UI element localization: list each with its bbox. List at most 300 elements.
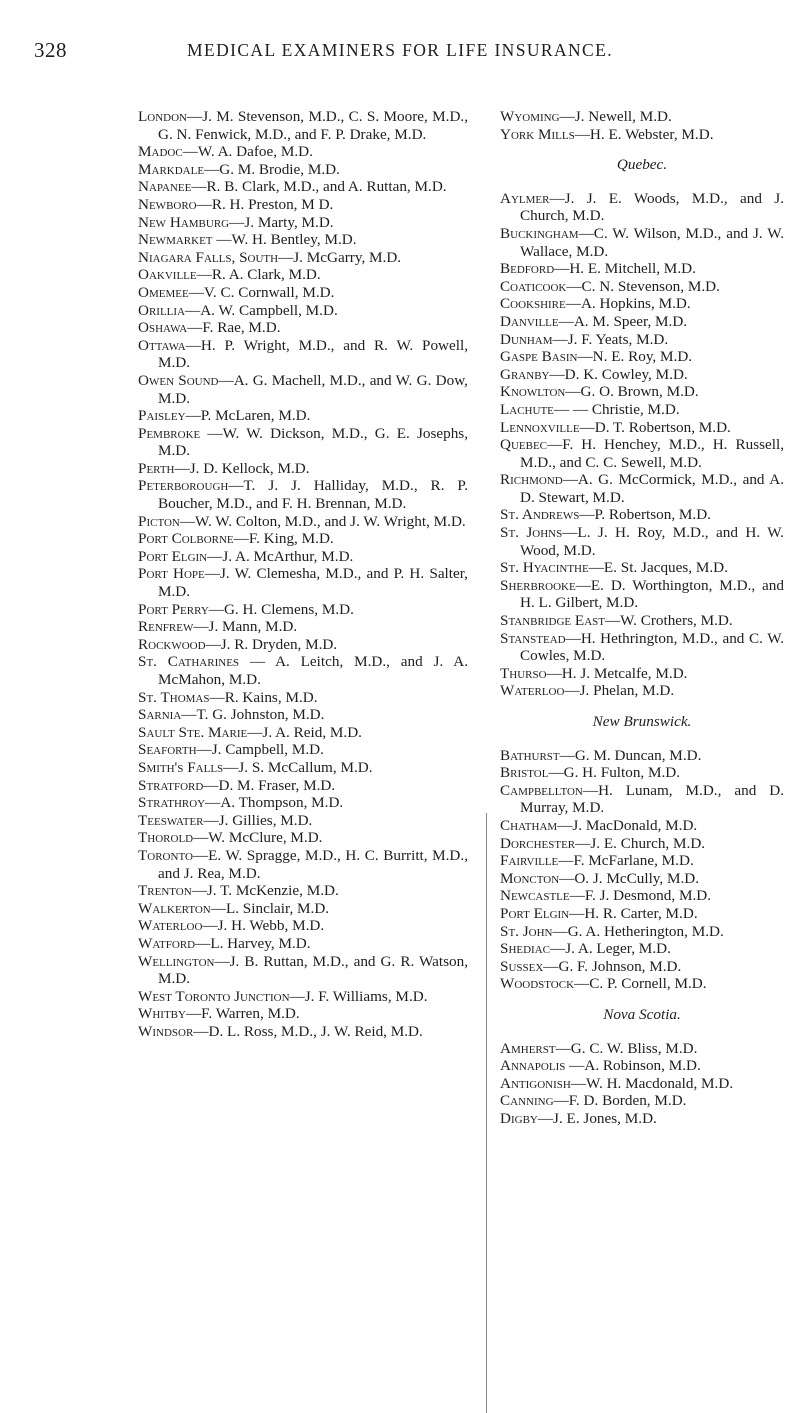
examiner-names: L. Harvey, M.D. (210, 934, 311, 952)
place-name: St. John (500, 922, 553, 940)
section-heading-new-brunswick: New Brunswick. (592, 713, 692, 730)
examiner-names: J. E. Jones, M.D. (553, 1109, 657, 1127)
place-name: Sault Ste. Marie (138, 723, 248, 741)
examiner-entry (500, 747, 784, 765)
examiner-entry (138, 337, 468, 372)
place-name: Campbellton (500, 781, 583, 799)
ontario-continued-list (500, 108, 784, 143)
place-name: Owen Sound (138, 371, 219, 389)
place-name: St. Catharines (138, 653, 240, 671)
examiner-entry (138, 917, 468, 935)
examiner-names: G. O. Brown, M.D. (580, 383, 699, 401)
examiner-entry (500, 764, 784, 782)
dash-separator: — (559, 869, 575, 887)
dash-separator: — (174, 459, 190, 477)
dash-separator: — (549, 365, 565, 383)
dash-separator: — (202, 917, 218, 935)
examiner-entry (138, 935, 468, 953)
dash-separator: — (579, 418, 595, 436)
examiner-names: J. Gillies, M.D. (218, 811, 313, 829)
dash-separator: — (212, 231, 232, 249)
examiner-entry (138, 372, 468, 407)
place-name: Teeswater (138, 811, 204, 829)
examiner-entry (138, 143, 468, 161)
examiner-names: P. Robertson, M.D. (594, 506, 711, 524)
examiner-entry (500, 887, 784, 905)
examiner-names: E. St. Jacques, M.D. (603, 559, 728, 577)
examiner-names: H. E. Mitchell, M.D. (569, 260, 696, 278)
dash-separator: — (185, 1005, 202, 1023)
examiner-names: F. Warren, M.D. (201, 1005, 300, 1023)
examiner-entry (138, 214, 468, 232)
dash-separator: — (192, 846, 209, 864)
examiner-entry (500, 524, 784, 559)
place-name: Port Colborne (138, 530, 234, 548)
examiner-entry (500, 126, 784, 144)
place-name: Danville (500, 312, 559, 330)
dash-separator: — (185, 407, 201, 425)
examiner-names: J. H. Webb, M.D. (217, 917, 325, 935)
examiner-entry (138, 847, 468, 882)
examiner-entry (500, 225, 784, 260)
place-name: Rockwood (138, 635, 206, 653)
examiner-names: C. P. Cornell, M.D. (589, 975, 707, 993)
dash-separator: — (196, 195, 212, 213)
examiner-entry (138, 460, 468, 478)
examiner-entry (500, 506, 784, 524)
examiner-entry (138, 178, 468, 196)
examiner-entry (500, 1040, 784, 1058)
examiner-entry (500, 870, 784, 888)
place-name: Lennoxville (500, 418, 580, 436)
examiner-names: W. McClure, M.D. (208, 829, 323, 847)
examiner-names: P. McLaren, M.D. (200, 407, 311, 425)
examiner-entry (500, 665, 784, 683)
dash-separator: — (569, 887, 585, 905)
place-name: Antigonish (500, 1074, 571, 1092)
examiner-names: E. D. Worthington, M.D., and H. L. Gilbert, M.D. (520, 576, 784, 612)
dash-separator: — (588, 559, 604, 577)
examiner-entry (500, 1057, 784, 1075)
examiner-entry (138, 284, 468, 302)
examiner-entry (500, 401, 784, 419)
dash-separator: — (565, 383, 581, 401)
place-name: Madoc (138, 143, 183, 161)
nova-scotia-list (500, 1040, 784, 1128)
examiner-names: H. R. Carter, M.D. (584, 904, 698, 922)
examiner-entry (500, 559, 784, 577)
examiner-names: J. S. McCallum, M.D. (238, 758, 373, 776)
examiner-entry (500, 313, 784, 331)
place-name: Watford (138, 934, 196, 952)
place-name: St. Andrews (500, 506, 580, 524)
place-name: Thurso (500, 664, 547, 682)
examiner-entry (138, 618, 468, 636)
examiner-names: J. A. Reid, M.D. (262, 723, 362, 741)
dash-separator: — (204, 160, 220, 178)
examiner-entry (138, 794, 468, 812)
examiner-entry (138, 689, 468, 707)
dash-separator: — (187, 319, 203, 337)
place-name: Coaticook (500, 277, 567, 295)
dash-separator: — (562, 524, 578, 542)
examiner-names: F. King, M.D. (248, 530, 334, 548)
examiner-names: W. A. Dafoe, M.D. (197, 143, 313, 161)
dash-separator: — (204, 565, 220, 583)
examiner-names: R. H. Preston, M D. (211, 195, 334, 213)
examiner-names: D. K. Cowley, M.D. (564, 365, 688, 383)
examiner-names: N. E. Roy, M.D. (592, 348, 693, 366)
place-name: Woodstock (500, 975, 575, 993)
examiner-entry (138, 196, 468, 214)
examiner-entry (500, 975, 784, 993)
dash-separator: — (200, 424, 223, 442)
place-name: Wyoming (500, 108, 560, 125)
place-name: Picton (138, 512, 180, 530)
examiner-names: O. J. McCully, M.D. (574, 869, 700, 887)
page-number: 328 (34, 38, 67, 62)
examiner-entry (138, 988, 468, 1006)
examiner-names: G. M. Duncan, M.D. (574, 746, 702, 764)
examiner-entry (500, 612, 784, 630)
dash-separator: — (565, 1057, 585, 1075)
examiner-names: G. M. Brodie, M.D. (219, 160, 340, 178)
examiner-entry (500, 295, 784, 313)
examiner-entry (500, 419, 784, 437)
examiner-names: W. Crothers, M.D. (620, 612, 733, 630)
examiner-entry (500, 278, 784, 296)
examiner-names: L. Sinclair, M.D. (225, 899, 330, 917)
examiner-entry (500, 923, 784, 941)
examiner-entry (500, 852, 784, 870)
examiner-entry (138, 601, 468, 619)
examiner-entry (500, 1110, 784, 1128)
place-name: Bristol (500, 764, 549, 782)
place-name: Amherst (500, 1039, 556, 1057)
examiner-entry (138, 231, 468, 249)
examiner-entry (500, 436, 784, 471)
dash-separator: — (203, 776, 219, 794)
examiner-names: J. Marty, M.D. (244, 213, 334, 231)
dash-separator: — (193, 1022, 209, 1040)
examiner-names: D. T. Robertson, M.D. (594, 418, 731, 436)
examiner-names: J. B. Ruttan, M.D., and G. R. Watson, M.D. (158, 952, 468, 988)
dash-separator: — (239, 653, 276, 671)
examiner-names: G. F. Johnson, M.D. (558, 957, 682, 975)
dash-separator: — (582, 781, 599, 799)
place-name: Lachute (500, 400, 554, 418)
examiner-names: W. H. Macdonald, M.D. (586, 1074, 734, 1092)
dash-separator: — (559, 746, 575, 764)
dash-separator: — (575, 576, 591, 594)
new-brunswick-list (500, 747, 784, 993)
examiner-entry (138, 425, 468, 460)
examiner-names: J. F. Yeats, M.D. (567, 330, 669, 348)
dash-separator: — (214, 952, 230, 970)
place-name: New Hamburg (138, 213, 230, 231)
examiner-names: C. N. Stevenson, M.D. (581, 277, 720, 295)
place-name: Sherbrooke (500, 576, 576, 594)
place-name: London (138, 108, 187, 125)
examiner-names: R. B. Clark, M.D., and A. Ruttan, M.D. (206, 178, 447, 196)
dash-separator: — (566, 277, 582, 295)
place-name: Sarnia (138, 706, 182, 724)
place-name: Port Elgin (500, 904, 570, 922)
dash-separator: — (574, 125, 590, 143)
place-name: Digby (500, 1109, 538, 1127)
place-name: Moncton (500, 869, 560, 887)
place-name: Waterloo (500, 682, 565, 700)
dash-separator: — (289, 987, 305, 1005)
examiner-names: W. W. Colton, M.D., and J. W. Wright, M.D. (195, 512, 466, 530)
quebec-list (500, 190, 784, 700)
examiner-entry (500, 817, 784, 835)
examiner-entry (138, 724, 468, 742)
examiner-names: J. Phelan, M.D. (579, 682, 675, 700)
place-name: Orillia (138, 301, 186, 319)
examiner-names: J. E. Church, M.D. (590, 834, 706, 852)
examiner-names: J. R. Dryden, M.D. (220, 635, 338, 653)
examiner-entry (500, 366, 784, 384)
examiner-entry (138, 1005, 468, 1023)
dash-separator: — (552, 922, 568, 940)
examiner-entry (138, 900, 468, 918)
place-name: Newcastle (500, 887, 570, 905)
dash-separator: — (185, 336, 201, 354)
dash-separator: — (278, 248, 294, 266)
examiner-entry (138, 565, 468, 600)
examiner-entry (500, 958, 784, 976)
examiner-entry (138, 302, 468, 320)
place-name: Port Hope (138, 565, 205, 583)
place-name: Bathurst (500, 746, 560, 764)
place-name: Wellington (138, 952, 215, 970)
place-name: West Toronto Junction (138, 987, 290, 1005)
examiner-names: W. H. Bentley, M.D. (231, 231, 357, 249)
examiner-names: A. Leitch, M.D., and J. A. McMahon, M.D. (158, 653, 468, 688)
place-name: Richmond (500, 471, 563, 489)
examiner-entry (138, 108, 468, 143)
examiner-names: F. H. Henchey, M.D., H. Russell, M.D., and C. C. Sewell, M.D. (520, 436, 784, 471)
dash-separator: — — (553, 400, 592, 418)
dash-separator: — (557, 816, 573, 834)
place-name: St. Thomas (138, 688, 210, 706)
examiner-names: G. H. Fulton, M.D. (563, 764, 681, 782)
examiner-names: D. L. Ross, M.D., J. W. Reid, M.D. (208, 1022, 423, 1040)
place-name: Thorold (138, 829, 194, 847)
place-name: Omemee (138, 283, 189, 301)
place-name: St. Hyacinthe (500, 559, 589, 577)
place-name: Dunham (500, 330, 553, 348)
dash-separator: — (191, 882, 207, 900)
examiner-names: J. Campbell, M.D. (211, 741, 324, 759)
dash-separator: — (570, 1074, 587, 1092)
column-divider (486, 813, 487, 1413)
examiner-entry (138, 161, 468, 179)
examiner-names: H. Hethrington, M.D., and C. W. Cowles, M.D. (520, 629, 784, 665)
examiner-names: J. McGarry, M.D. (293, 248, 402, 266)
dash-separator: — (543, 957, 559, 975)
examiner-entry (500, 1092, 784, 1110)
examiner-names: W. W. Dickson, M.D., G. E. Josephs, M.D. (158, 424, 468, 460)
dash-separator: — (549, 189, 565, 207)
dash-separator: — (187, 108, 203, 125)
examiner-names: J. D. Kellock, M.D. (189, 459, 310, 477)
examiner-entry (138, 1023, 468, 1041)
examiner-entry (500, 940, 784, 958)
examiner-entry (500, 630, 784, 665)
running-head: MEDICAL EXAMINERS FOR LIFE INSURANCE. (187, 40, 613, 60)
dash-separator: — (209, 688, 225, 706)
place-name: Fairville (500, 852, 559, 870)
examiner-names: J. A. McArthur, M.D. (222, 547, 354, 565)
place-name: Niagara Falls, South (138, 248, 279, 266)
examiner-names: R. A. Clark, M.D. (211, 266, 321, 284)
place-name: Port Perry (138, 600, 209, 618)
place-name: Dorchester (500, 834, 576, 852)
place-name: Sussex (500, 957, 544, 975)
place-name: Shediac (500, 940, 550, 958)
examiner-names: J. M. Stevenson, M.D., C. S. Moore, M.D., G. N. Fenwick, M.D., and F. P. Drake, M.D. (158, 108, 468, 143)
examiner-names: F. D. Borden, M.D. (568, 1092, 687, 1110)
dash-separator: — (182, 143, 198, 161)
examiner-entry (138, 653, 468, 688)
dash-separator: — (552, 330, 568, 348)
place-name: Canning (500, 1092, 554, 1110)
examiner-entry (138, 706, 468, 724)
examiner-entry (500, 383, 784, 401)
place-name: Stratford (138, 776, 204, 794)
place-name: Aylmer (500, 189, 550, 207)
dash-separator: — (575, 834, 591, 852)
dash-separator: — (193, 618, 209, 636)
place-name: Port Elgin (138, 547, 208, 565)
examiner-names: H. E. Webster, M.D. (589, 125, 714, 143)
examiner-entry (500, 782, 784, 817)
dash-separator: — (562, 471, 578, 489)
place-name: Gaspe Basin (500, 348, 578, 366)
dash-separator: — (223, 758, 239, 776)
place-name: Napanee (138, 178, 192, 196)
examiner-entry (500, 835, 784, 853)
dash-separator: — (548, 764, 564, 782)
examiner-names: A. G. Machell, M.D., and W. G. Dow, M.D. (158, 371, 468, 407)
section-heading-nova-scotia: Nova Scotia. (603, 1005, 681, 1023)
section-heading-quebec: Quebec. (616, 156, 668, 174)
examiner-entry (138, 407, 468, 425)
dash-separator: — (555, 1039, 571, 1057)
examiner-entry (500, 682, 784, 700)
examiner-names: G. C. W. Bliss, M.D. (570, 1039, 698, 1057)
dash-separator: — (565, 295, 581, 313)
dash-separator: — (579, 506, 595, 524)
place-name: Toronto (138, 846, 193, 864)
examiner-entry (138, 513, 468, 531)
examiner-names: E. W. Spragge, M.D., H. C. Burritt, M.D., and J. Rea, M.D. (158, 846, 468, 882)
examiner-entry (500, 331, 784, 349)
dash-separator: — (210, 899, 226, 917)
examiner-names: R. Kains, M.D. (224, 688, 318, 706)
examiner-entry (500, 190, 784, 225)
dash-separator: — (218, 371, 234, 389)
examiner-entry (138, 882, 468, 900)
place-name: Trenton (138, 882, 192, 900)
examiner-entry (138, 812, 468, 830)
left-column (138, 108, 468, 1040)
dash-separator: — (547, 436, 563, 454)
place-name: Stanbridge East (500, 612, 605, 630)
dash-separator: — (247, 723, 263, 741)
place-name: Annapolis (500, 1057, 566, 1075)
examiner-entry (500, 108, 784, 126)
examiner-names: A. Robinson, M.D. (584, 1057, 701, 1075)
place-name: Knowlton (500, 383, 566, 401)
dash-separator: — (207, 547, 223, 565)
examiner-names: J. Mann, M.D. (208, 618, 298, 636)
dash-separator: — (554, 260, 570, 278)
examiner-names: C. W. Wilson, M.D., and J. W. Wallace, M.D. (520, 224, 784, 260)
examiner-entry (138, 829, 468, 847)
examiner-names: D. M. Fraser, M.D. (218, 776, 336, 794)
examiner-names: J. F. Williams, M.D. (304, 987, 428, 1005)
place-name: Walkerton (138, 899, 211, 917)
place-name: Strathroy (138, 794, 206, 812)
examiner-entry (138, 759, 468, 777)
dash-separator: — (205, 794, 221, 812)
place-name: Smith's Falls (138, 758, 224, 776)
place-name: Quebec (500, 436, 548, 454)
place-name: Ottawa (138, 336, 186, 354)
place-name: Bedford (500, 260, 555, 278)
dash-separator: — (564, 682, 580, 700)
place-name: Oakville (138, 266, 197, 284)
dash-separator: — (229, 213, 245, 231)
examiner-names: A. G. McCormick, M.D., and A. D. Stewart, M.D. (520, 471, 784, 506)
dash-separator: — (193, 829, 209, 847)
examiner-names: F. McFarlane, M.D. (573, 852, 694, 870)
examiner-names: Christie, M.D. (591, 400, 680, 418)
place-name: Granby (500, 365, 550, 383)
examiner-names: G. A. Hetherington, M.D. (567, 922, 724, 940)
dash-separator: — (574, 975, 590, 993)
dash-separator: — (578, 224, 594, 242)
place-name: Stanstead (500, 629, 566, 647)
examiner-names: A. W. Campbell, M.D. (200, 301, 338, 319)
place-name: Cookshire (500, 295, 566, 313)
dash-separator: — (203, 811, 219, 829)
examiner-entry (500, 260, 784, 278)
examiner-names: A. Hopkins, M.D. (580, 295, 691, 313)
examiner-entry (138, 319, 468, 337)
dash-separator: — (196, 741, 212, 759)
examiner-names: F. Rae, M.D. (202, 319, 281, 337)
examiner-entry (500, 348, 784, 366)
examiner-entry (138, 741, 468, 759)
examiner-names: H. P. Wright, M.D., and R. W. Powell, M.D. (158, 336, 468, 372)
examiner-entry (138, 953, 468, 988)
examiner-entry (138, 530, 468, 548)
examiner-entry (138, 266, 468, 284)
dash-separator: — (577, 348, 593, 366)
examiner-names: H. J. Metcalfe, M.D. (561, 664, 688, 682)
examiner-entry (138, 777, 468, 795)
examiner-names: F. J. Desmond, M.D. (584, 887, 712, 905)
dash-separator: — (191, 178, 207, 196)
dash-separator: — (558, 852, 574, 870)
dash-separator: — (179, 512, 196, 530)
dash-separator: — (559, 108, 575, 125)
examiner-entry (138, 548, 468, 566)
